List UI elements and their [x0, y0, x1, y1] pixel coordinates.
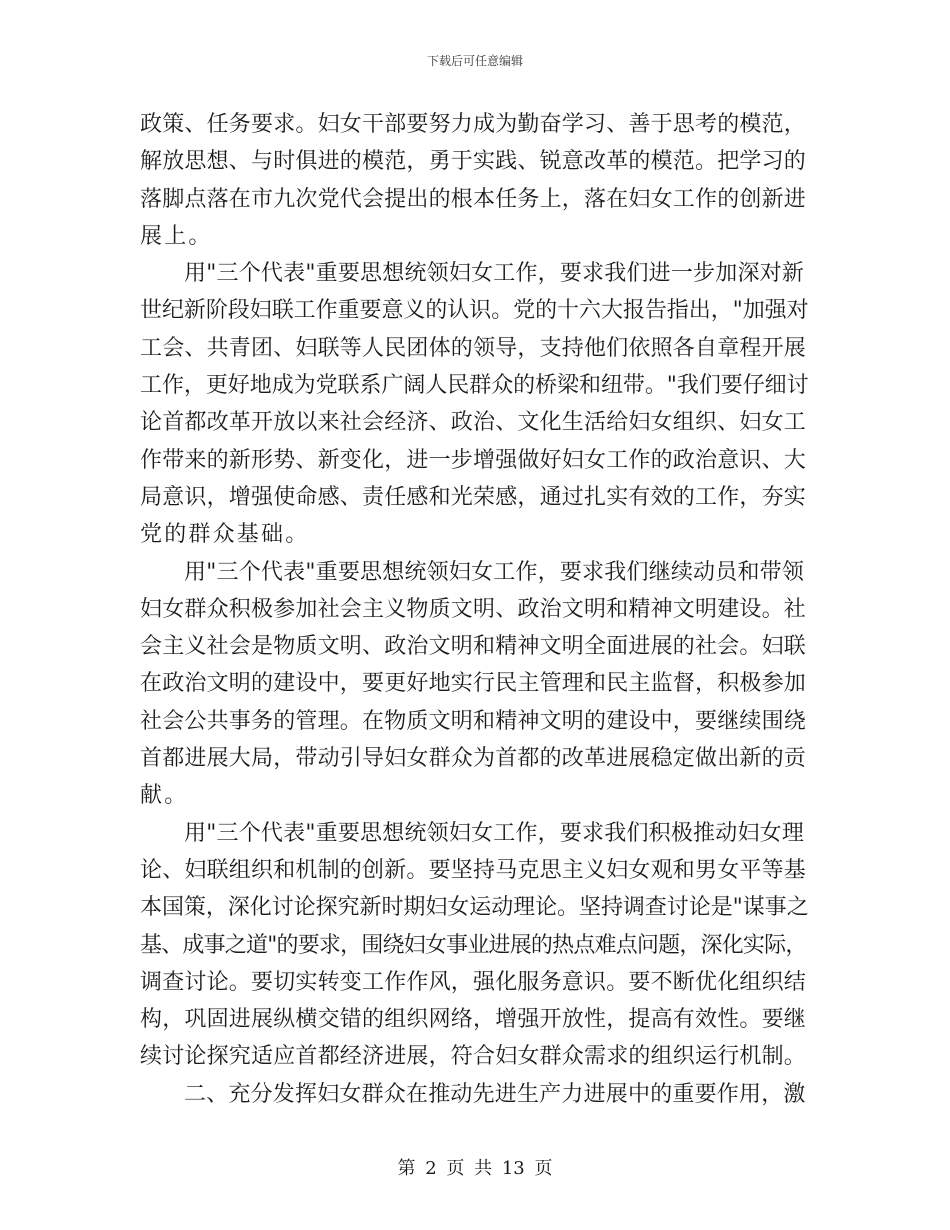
text-line: 世纪新阶段妇联工作重要意义的认识。党的十六大报告指出，"加强对: [140, 298, 809, 324]
text-line: 解放思想、与时俱进的模范，勇于实践、锐意改革的模范。把学习的: [140, 149, 807, 175]
text-line: 工作，更好地成为党联系广阔人民群众的桥梁和纽带。"我们要仔细讨: [140, 373, 809, 399]
text-line: 党的群众基础。: [140, 522, 310, 548]
text-line: 首都进展大局，带动引导妇女群众为首都的改革进展稳定做出新的贡: [140, 746, 807, 772]
text-line: 续讨论探究适应首都经济进展，符合妇女群众需求的组织运行机制。: [140, 1044, 807, 1070]
text-line: 局意识，增强使命感、责任感和光荣感，通过扎实有效的工作，夯实: [140, 484, 807, 510]
text-line: 政策、任务要求。妇女干部要努力成为勤奋学习、善于思考的模范，: [140, 112, 807, 137]
text-line: 工会、共青团、妇联等人民团体的领导，支持他们依照各自章程开展: [140, 335, 807, 361]
text-line: 构，巩固进展纵横交错的组织网络，增强开放性，提高有效性。要继: [140, 1007, 807, 1033]
text-line: 二、充分发挥妇女群众在推动先进生产力进展中的重要作用，激: [184, 1081, 806, 1107]
text-line: 妇女群众积极参加社会主义物质文明、政治文明和精神文明建设。社: [140, 596, 807, 622]
text-line: 论首都改革开放以来社会经济、政治、文化生活给妇女组织、妇女工: [140, 410, 807, 436]
text-line: 会主义社会是物质文明、政治文明和精神文明全面进展的社会。妇联: [140, 634, 807, 660]
text-line: 基、成事之道"的要求，围绕妇女事业进展的热点难点问题，深化实际，: [140, 932, 807, 958]
text-line: 论、妇联组织和机制的创新。要坚持马克思主义妇女观和男女平等基: [140, 857, 807, 883]
text-line: 用"三个代表"重要思想统领妇女工作，要求我们进一步加深对新: [184, 261, 805, 287]
text-line: 展上。: [140, 223, 213, 249]
text-line: 用"三个代表"重要思想统领妇女工作，要求我们继续动员和带领: [184, 559, 805, 585]
text-line: 在政治文明的建设中，要更好地实行民主管理和民主监督，积极参加: [140, 671, 807, 697]
page-header: 下载后可任意编辑: [426, 54, 523, 68]
text-line: 献。: [140, 783, 189, 809]
text-line: 本国策，深化讨论探究新时期妇女运动理论。坚持调查讨论是"谋事之: [140, 895, 809, 921]
text-line: 用"三个代表"重要思想统领妇女工作，要求我们积极推动妇女理: [184, 820, 805, 846]
text-line: 调查讨论。要切实转变工作作风，强化服务意识。要不断优化组织结: [140, 969, 807, 995]
document-body: [140, 106, 810, 1113]
page-number: 第 2 页 共 13 页: [397, 1158, 553, 1179]
text-line: 社会公共事务的管理。在物质文明和精神文明的建设中，要继续围绕: [140, 708, 807, 734]
text-line: 作带来的新形势、新变化，进一步增强做好妇女工作的政治意识、大: [140, 447, 807, 473]
text-line: 落脚点落在市九次党代会提出的根本任务上，落在妇女工作的创新进: [140, 186, 807, 212]
